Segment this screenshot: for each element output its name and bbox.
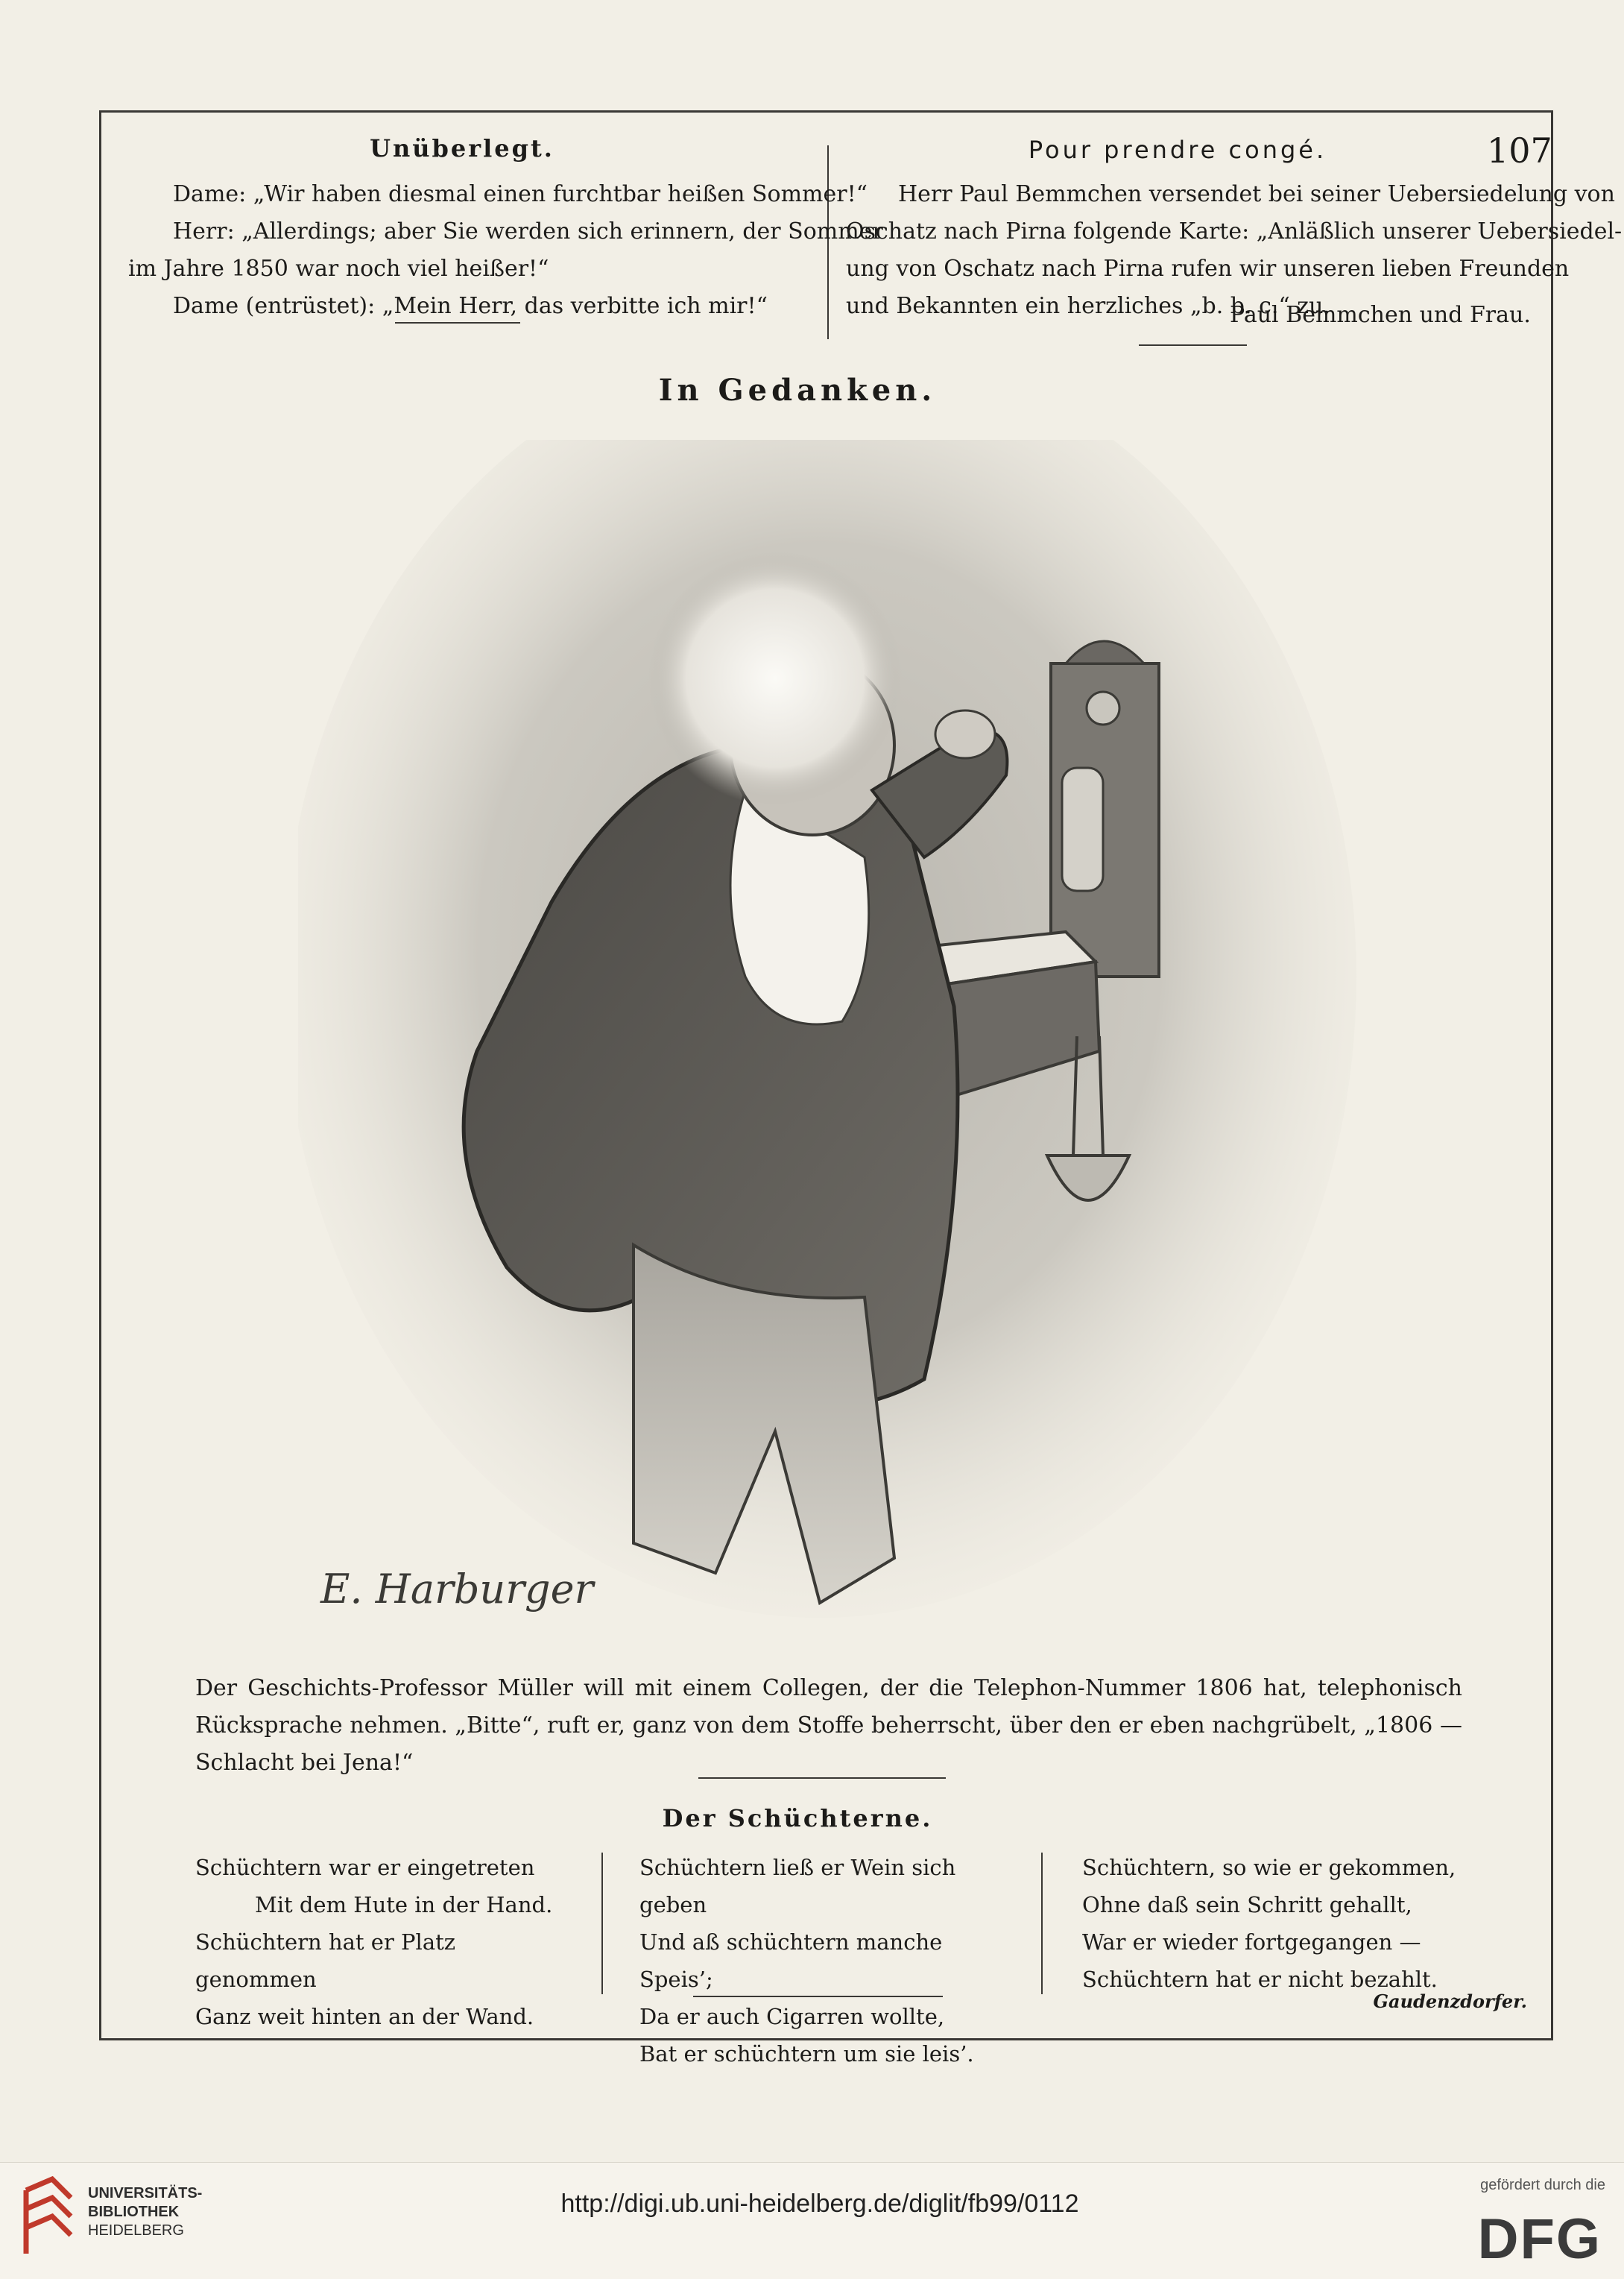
library-name-line: HEIDELBERG [88, 2222, 184, 2239]
right-article-line: Oschatz nach Pirna folgende Karte: „Anläßlich unserer Uebersiedel- [846, 218, 1623, 245]
poem-stanza [1082, 1849, 1500, 1998]
right-article-signature: Paul Bemmchen und Frau. [1230, 302, 1531, 328]
library-name-line: BIBLIOTHEK [88, 2204, 180, 2220]
left-article-rule [395, 322, 520, 324]
right-article-line: und Bekannten ein herzliches „b. b. c.“ zu. [846, 293, 1330, 319]
right-article-title: Pour prendre congé. [1028, 136, 1327, 164]
poem-column-divider [1041, 1853, 1043, 1994]
poem-line: Mit dem Hute in der Hand. [255, 1892, 553, 1917]
poem-line: Und aß schüchtern manche Speis’; [639, 1929, 943, 1992]
poem-line: War er wieder fortgegangen — [1082, 1929, 1421, 1955]
poem-author: Gaudenzdorfer. [1373, 1990, 1527, 2012]
poem-title: Der Schüchterne. [662, 1804, 933, 1832]
poem-line: Da er auch Cigarren wollte, [639, 2004, 945, 2029]
poem-line: Schüchtern hat er Platz genommen [195, 1929, 456, 1992]
poem-line: Schüchtern war er eingetreten [195, 1855, 535, 1880]
footer-banner [0, 2162, 1624, 2279]
left-article-title: Unüberlegt. [370, 134, 555, 163]
left-article-line: Dame: „Wir haben diesmal einen furchtbar heißen Sommer!“ [173, 181, 868, 207]
left-article-line: Herr: „Allerdings; aber Sie werden sich erinnern, der Sommer [173, 218, 883, 245]
poem-line: Bat er schüchtern um sie leis’. [639, 2041, 974, 2067]
poem-rule [693, 1996, 943, 1997]
university-library-logo-icon [19, 2175, 78, 2259]
poem-line: Ohne daß sein Schritt gehallt, [1082, 1892, 1412, 1917]
illustration-caption: Der Geschichts-Professor Müller will mit einem Collegen, der die Telephon-Nummer 1806 hat, telephonisch Rücksprache nehmen. „Bitte“, ruft er, ganz von dem Stoffe beherrscht, über den er eben nachgrübelt, „1806 — Schlacht bei Jena!“ [195, 1675, 1462, 1776]
right-article-line: ung von Oschatz nach Pirna rufen wir unseren lieben Freunden [846, 256, 1570, 282]
artist-signature: E. Harburger [320, 1566, 594, 1613]
digital-copy-url[interactable]: http://digi.ub.uni-heidelberg.de/diglit/fb99/0112 [560, 2190, 1079, 2218]
poem-line: Schüchtern hat er nicht bezahlt. [1082, 1967, 1438, 1992]
poem-line: Schüchtern ließ er Wein sich geben [639, 1855, 956, 1917]
poem-line: Schüchtern, so wie er gekommen, [1082, 1855, 1456, 1880]
caption-rule [698, 1777, 946, 1779]
page-number: 107 [1487, 130, 1552, 171]
left-article-line: Dame (entrüstet): „Mein Herr, das verbitte ich mir!“ [173, 293, 768, 319]
poem-line: Ganz weit hinten an der Wand. [195, 2004, 534, 2029]
funding-label: gefördert durch die [1480, 2177, 1605, 2193]
library-name-line: UNIVERSITÄTS- [88, 2185, 203, 2201]
left-article-line: im Jahre 1850 war noch viel heißer!“ [128, 256, 549, 282]
right-article-rule [1139, 344, 1247, 346]
dfg-logo: DFG [1477, 2207, 1602, 2271]
illustration-title: In Gedanken. [658, 373, 937, 408]
poem-stanza [195, 1849, 553, 2035]
right-article-line: Herr Paul Bemmchen versendet bei seiner Uebersiedelung von [898, 181, 1615, 207]
library-name [88, 2184, 202, 2240]
poem-stanza [639, 1849, 997, 2072]
poem-column-divider [601, 1853, 603, 1994]
illustration-man-at-telephone [298, 440, 1364, 1640]
